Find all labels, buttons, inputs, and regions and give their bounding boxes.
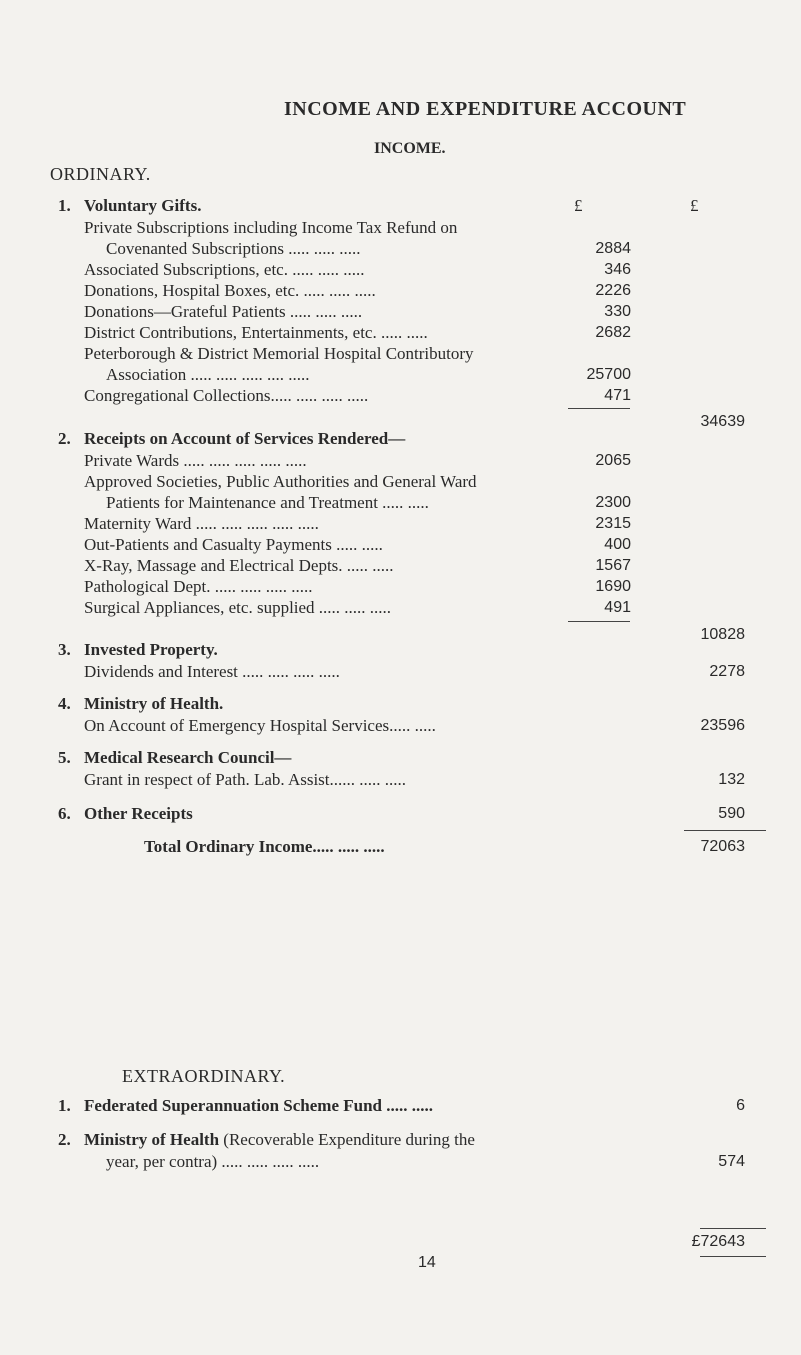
extra-2-line1 <box>84 1130 475 1150</box>
section-2-heading: Receipts on Account of Services Rendered— <box>84 429 406 448</box>
line-2-1: Approved Societies, Public Authorities and General Ward <box>84 472 477 491</box>
total-1: 34639 <box>700 413 745 430</box>
section-3-heading: Invested Property. <box>84 640 218 659</box>
section-5-heading: Medical Research Council— <box>84 748 292 767</box>
line-2-5: X-Ray, Massage and Electrical Depts. ..... ..... <box>84 556 394 575</box>
line-1-3: Donations, Hospital Boxes, etc. ..... ..... ..... <box>84 281 376 300</box>
amount-1-7: 25700 <box>586 366 631 383</box>
extra-1-amount: 6 <box>736 1097 745 1114</box>
section-6-number: 6. <box>58 804 71 823</box>
extra-1-heading: Federated Superannuation Scheme Fund ..... ..... <box>84 1096 433 1115</box>
extra-2-heading: Ministry of Health <box>84 1130 220 1149</box>
total-6: 590 <box>718 805 745 822</box>
section-6-heading: Other Receipts <box>84 804 193 823</box>
line-1-2: Associated Subscriptions, etc. ..... ..... ..... <box>84 260 365 279</box>
section-4-heading: Ministry of Health. <box>84 694 224 713</box>
line-2-6: Pathological Dept. ..... ..... ..... ..... <box>84 577 313 596</box>
amount-2-2: 2300 <box>595 494 631 511</box>
ordinary-label: ORDINARY. <box>50 164 151 184</box>
line-1-6: Peterborough & District Memorial Hospital Contributory <box>84 344 474 363</box>
total-4: 23596 <box>700 717 745 734</box>
section-title: INCOME. <box>374 140 446 157</box>
section-5-number: 5. <box>58 748 71 767</box>
line-1-0: Private Subscriptions including Income Tax Refund on <box>84 218 458 237</box>
line-2-4: Out-Patients and Casualty Payments ..... ..... <box>84 535 383 554</box>
line-1-5: District Contributions, Entertainments, etc. ..... ..... <box>84 323 428 342</box>
total-3: 2278 <box>709 663 745 680</box>
subtotal-rule-2 <box>568 621 630 622</box>
extra-2-amount: 574 <box>718 1153 745 1170</box>
extra-1-number: 1. <box>58 1096 71 1115</box>
extra-2-line2: year, per contra) ..... ..... ..... ..... <box>106 1152 320 1171</box>
amount-2-6: 1690 <box>595 578 631 595</box>
currency-col1: £ <box>574 196 583 215</box>
grand-total-label: Total Ordinary Income..... ..... ..... <box>144 837 385 856</box>
amount-2-3: 2315 <box>595 515 631 532</box>
total-2: 10828 <box>700 626 745 643</box>
amount-1-3: 2226 <box>595 282 631 299</box>
final-total-rule-top <box>700 1228 766 1229</box>
line-2-2: Patients for Maintenance and Treatment ..... ..... <box>106 493 429 512</box>
line-1-1: Covenanted Subscriptions ..... ..... ..... <box>106 239 361 258</box>
section-2-number: 2. <box>58 429 71 448</box>
grand-total-rule <box>684 830 766 831</box>
subtotal-rule-1 <box>568 408 630 409</box>
amount-1-2: 346 <box>604 261 631 278</box>
section-4-number: 4. <box>58 694 71 713</box>
line-2-7: Surgical Appliances, etc. supplied ..... ..... ..... <box>84 598 392 617</box>
line-4-0: On Account of Emergency Hospital Services..... ..... <box>84 716 436 735</box>
section-1-number: 1. <box>58 196 71 215</box>
extra-2-number: 2. <box>58 1130 71 1149</box>
final-total: £72643 <box>691 1233 745 1250</box>
line-3-0: Dividends and Interest ..... ..... ..... ..... <box>84 662 340 681</box>
amount-1-4: 330 <box>604 303 631 320</box>
line-5-0: Grant in respect of Path. Lab. Assist...... ..... ..... <box>84 770 407 789</box>
final-total-rule-bottom <box>700 1256 766 1257</box>
amount-2-5: 1567 <box>595 557 631 574</box>
amount-2-4: 400 <box>604 536 631 553</box>
grand-total: 72063 <box>700 838 745 855</box>
line-1-8: Congregational Collections..... ..... ..... ..... <box>84 386 369 405</box>
line-1-7: Association ..... ..... ..... .... ..... <box>106 365 310 384</box>
page-title: INCOME AND EXPENDITURE ACCOUNT <box>284 98 687 120</box>
section-3-number: 3. <box>58 640 71 659</box>
page-number: 14 <box>418 1254 436 1271</box>
extraordinary-label: EXTRAORDINARY. <box>122 1066 286 1086</box>
amount-1-8: 471 <box>604 387 631 404</box>
section-1-heading: Voluntary Gifts. <box>84 196 202 215</box>
currency-col2: £ <box>690 196 699 215</box>
extra-2-rest: (Recoverable Expenditure during the <box>219 1130 475 1149</box>
amount-2-0: 2065 <box>595 452 631 469</box>
line-2-0: Private Wards ..... ..... ..... ..... ..... <box>84 451 307 470</box>
total-5: 132 <box>718 771 745 788</box>
amount-1-1: 2884 <box>595 240 631 257</box>
amount-2-7: 491 <box>604 599 631 616</box>
line-1-4: Donations—Grateful Patients ..... ..... ..... <box>84 302 363 321</box>
amount-1-5: 2682 <box>595 324 631 341</box>
line-2-3: Maternity Ward ..... ..... ..... ..... ..... <box>84 514 319 533</box>
